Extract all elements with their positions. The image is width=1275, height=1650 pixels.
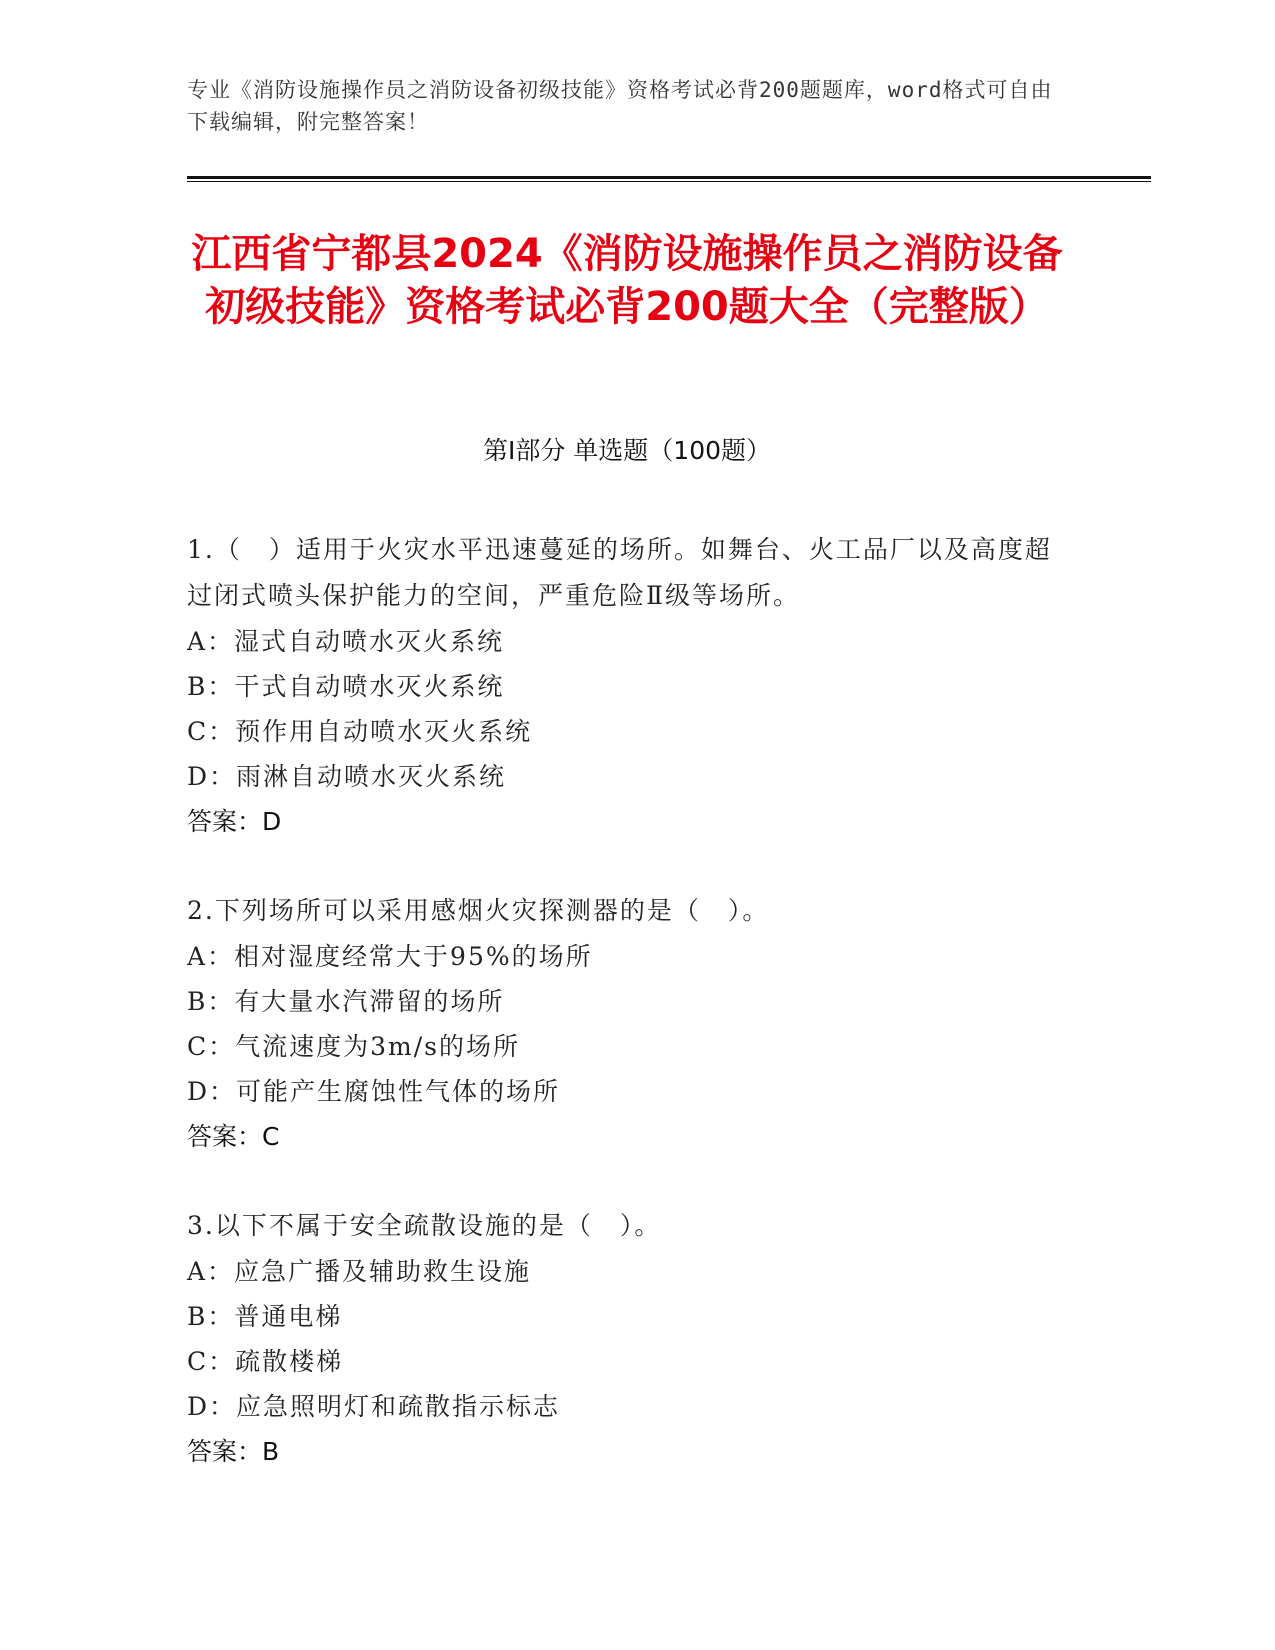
option-c: C：预作用自动喷水灭火系统 bbox=[187, 717, 533, 746]
section-heading: 第Ⅰ部分 单选题（100题） bbox=[482, 436, 772, 465]
option-b: B：有大量水汽滞留的场所 bbox=[187, 987, 505, 1016]
option-a: A：相对湿度经常大于95%的场所 bbox=[187, 942, 593, 971]
option-c: C：疏散楼梯 bbox=[187, 1347, 344, 1376]
option-c: C：气流速度为3m/s的场所 bbox=[187, 1032, 520, 1061]
option-d: D：可能产生腐蚀性气体的场所 bbox=[187, 1077, 561, 1106]
question-stem: 3.以下不属于安全疏散设施的是（ ）。 bbox=[187, 1211, 662, 1240]
option-b: B：干式自动喷水灭火系统 bbox=[187, 672, 505, 701]
header-note: 专业《消防设施操作员之消防设备初级技能》资格考试必背200题题库，word格式可自由下载编辑，附完整答案！ bbox=[187, 78, 1053, 134]
header-divider-thin bbox=[187, 181, 1151, 182]
question-list bbox=[187, 527, 1067, 1518]
document-title: 江西省宁都县2024《消防设施操作员之消防设备初级技能》资格考试必背200题大全（完整版） bbox=[191, 231, 1063, 330]
answer: 答案：D bbox=[187, 807, 282, 836]
question-1 bbox=[187, 527, 1067, 844]
header-divider bbox=[187, 176, 1151, 179]
option-d: D：雨淋自动喷水灭火系统 bbox=[187, 762, 507, 791]
option-a: A：湿式自动喷水灭火系统 bbox=[187, 627, 505, 656]
option-a: A：应急广播及辅助救生设施 bbox=[187, 1257, 532, 1286]
question-stem: 2.下列场所可以采用感烟火灾探测器的是（ ）。 bbox=[187, 896, 770, 925]
question-2 bbox=[187, 888, 1067, 1159]
question-3 bbox=[187, 1203, 1067, 1474]
answer: 答案：C bbox=[187, 1122, 280, 1151]
option-b: B：普通电梯 bbox=[187, 1302, 343, 1331]
option-d: D：应急照明灯和疏散指示标志 bbox=[187, 1392, 561, 1421]
question-stem: 1.（ ）适用于火灾水平迅速蔓延的场所。如舞台、火工品厂以及高度超过闭式喷头保护能力的空间，严重危险Ⅱ级等场所。 bbox=[187, 535, 1052, 610]
answer: 答案：B bbox=[187, 1437, 280, 1466]
